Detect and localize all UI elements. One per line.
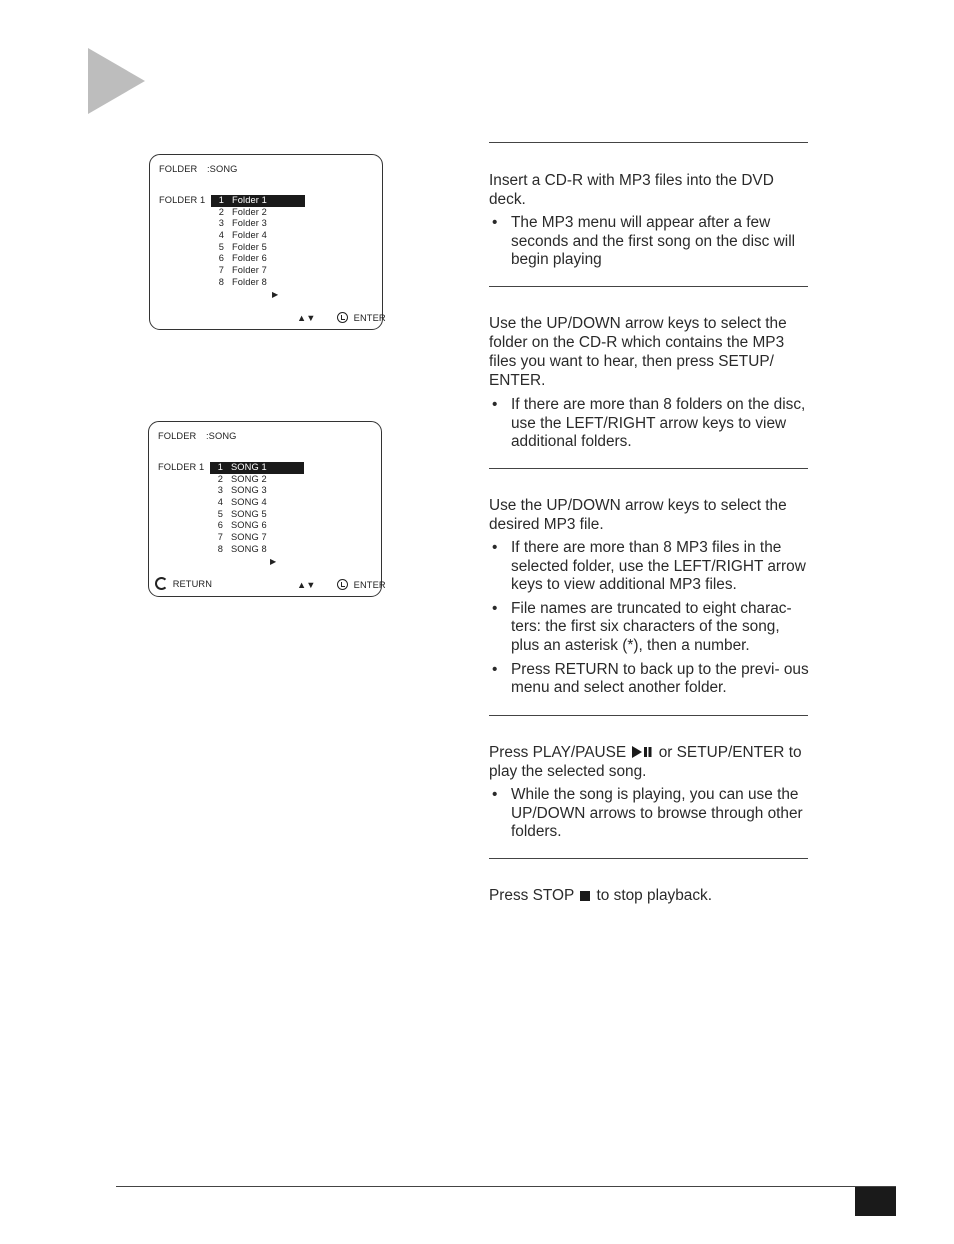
bullet-item: • While the song is playing, you can use the UP/DOWN arrows to browse through other folders. <box>489 786 811 842</box>
bullet-item: • If there are more than 8 folders on the disc, use the LEFT/RIGHT arrow keys to view additional folders. <box>489 396 811 452</box>
up-down-arrows-icon: ▲▼ <box>297 580 316 590</box>
folder-menu-screen <box>149 154 386 330</box>
bullet-item: • Press RETURN to back up to the previ- ous menu and select another folder. <box>489 661 811 698</box>
step-1-bullets <box>489 214 811 275</box>
header-folder: FOLDER <box>159 164 198 174</box>
list-item[interactable]: 7 Folder 7 <box>218 265 267 276</box>
screen-header <box>159 164 238 174</box>
stop-icon <box>580 891 590 901</box>
step-3-bullets <box>489 539 811 703</box>
step-divider <box>489 286 808 287</box>
step-4-bullets <box>489 786 811 847</box>
enter-label: ENTER <box>353 580 386 590</box>
step-5-text: Press STOP to stop playback. <box>489 887 713 904</box>
song-menu-screen <box>148 421 386 597</box>
return-control <box>155 577 212 590</box>
enter-icon <box>337 579 348 590</box>
header-song: :SONG <box>207 164 238 174</box>
list-item[interactable]: 6 SONG 6 <box>217 520 267 531</box>
list-item[interactable]: 2 SONG 2 <box>217 473 267 484</box>
play-pause-icon <box>632 746 652 758</box>
list-item[interactable]: 1 SONG 1 <box>210 462 304 474</box>
current-folder-label: FOLDER 1 <box>158 462 205 472</box>
folder-list <box>211 195 305 289</box>
footer-rule <box>116 1186 896 1187</box>
step-2-bullets <box>489 396 811 457</box>
list-item[interactable]: 8 SONG 8 <box>217 543 267 554</box>
list-item[interactable]: 6 Folder 6 <box>218 253 267 264</box>
bullet-item: • If there are more than 8 MP3 files in the selected folder, use the LEFT/RIGHT arrow keys to view additional MP3 files. <box>489 539 811 595</box>
page-number-tab <box>855 1187 896 1216</box>
up-down-arrows-icon: ▲▼ <box>297 313 316 323</box>
bullet-item: • File names are truncated to eight charac- ters: the first six characters of the song, plus an asterisk (*), then a number. <box>489 600 811 656</box>
screen-footer <box>297 579 386 590</box>
step-divider <box>489 858 808 859</box>
enter-label: ENTER <box>353 313 386 323</box>
list-item[interactable]: 1 Folder 1 <box>211 195 305 207</box>
step-2-text: Use the UP/DOWN arrow keys to select the folder on the CD-R which contains the MP3 files you want to hear, then press SETUP/ ENTER. <box>489 315 787 389</box>
step-divider <box>489 142 808 143</box>
more-right-icon: ▶ <box>272 290 279 299</box>
return-icon <box>155 577 168 590</box>
list-item[interactable]: 4 SONG 4 <box>217 497 267 508</box>
more-right-icon: ▶ <box>270 557 277 566</box>
list-item[interactable]: 4 Folder 4 <box>218 230 267 241</box>
bullet-item: • The MP3 menu will appear after a few seconds and the first song on the disc will begin playing <box>489 214 811 270</box>
list-item[interactable]: 3 SONG 3 <box>217 485 267 496</box>
step-divider <box>489 468 808 469</box>
section-arrow-icon <box>88 48 145 114</box>
header-folder: FOLDER <box>158 431 197 441</box>
step-divider <box>489 715 808 716</box>
list-item[interactable]: 5 Folder 5 <box>218 241 267 252</box>
screen-header <box>158 431 237 441</box>
return-label: RETURN <box>172 579 213 589</box>
step-1-text: Insert a CD-R with MP3 files into the DVD deck. <box>489 172 774 208</box>
list-item[interactable]: 5 SONG 5 <box>217 508 267 519</box>
enter-icon <box>337 312 348 323</box>
header-song: :SONG <box>206 431 237 441</box>
screen-footer <box>297 312 386 323</box>
list-item[interactable]: 3 Folder 3 <box>218 218 267 229</box>
step-4-text: Press PLAY/PAUSE or SETUP/ENTER to play the selected song. <box>489 744 802 780</box>
current-folder-label: FOLDER 1 <box>159 195 206 205</box>
song-list <box>210 462 304 556</box>
list-item[interactable]: 7 SONG 7 <box>217 532 267 543</box>
list-item[interactable]: 8 Folder 8 <box>218 276 267 287</box>
step-3-text: Use the UP/DOWN arrow keys to select the desired MP3 file. <box>489 497 787 533</box>
list-item[interactable]: 2 Folder 2 <box>218 206 267 217</box>
